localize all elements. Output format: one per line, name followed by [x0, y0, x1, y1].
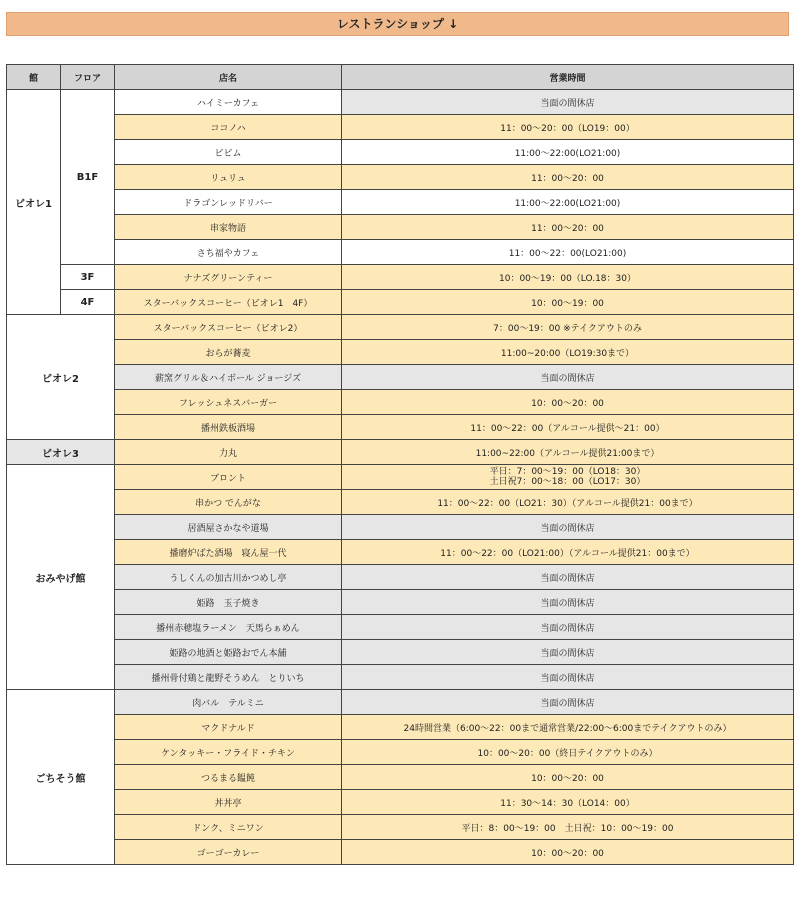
table-row [7, 215, 794, 240]
table-row [7, 790, 794, 815]
shop-hours: 10：00～20：00 [342, 840, 794, 865]
shop-name: ケンタッキー・フライド・チキン [115, 740, 342, 765]
shop-hours: 10：00～19：00（LO.18：30） [342, 265, 794, 290]
shop-name: 姫路の地酒と姫路おでん本舗 [115, 640, 342, 665]
shop-hours: 11：00～20：00 [342, 215, 794, 240]
shop-name: スターバックスコーヒー（ビオレ2） [115, 315, 342, 340]
shop-hours: 11：00～20：00（LO19：00） [342, 115, 794, 140]
floor-cell-b1f: B1F [61, 90, 115, 265]
floor-cell-3f: 3F [61, 265, 115, 290]
shop-hours: 11:00～22:00(LO21:00) [342, 190, 794, 215]
header-building: 館 [7, 65, 61, 90]
shop-name: 肉バル テルミニ [115, 690, 342, 715]
shop-name: さち福やカフェ [115, 240, 342, 265]
table-row [7, 415, 794, 440]
table-row [7, 640, 794, 665]
shop-hours: 当面の間休店 [342, 565, 794, 590]
shop-name: 播州骨付鶏と龍野そうめん とりいち [115, 665, 342, 690]
shop-hours: 当面の間休店 [342, 690, 794, 715]
table-row [7, 815, 794, 840]
building-cell-vivre3: ビオレ3 [7, 440, 115, 465]
table-row [7, 590, 794, 615]
shop-hours: 10：00～20：00 [342, 765, 794, 790]
shop-name: ブロント [115, 465, 342, 490]
table-row [7, 90, 794, 115]
section-banner: レストランショップ ↓ [6, 12, 789, 36]
shop-name: フレッシュネスバーガー [115, 390, 342, 415]
shop-hours: 24時間営業（6:00～22：00まで通常営業/22:00～6:00までテイクアウトのみ） [342, 715, 794, 740]
shop-name: 姫路 玉子焼き [115, 590, 342, 615]
building-cell-gochisou: ごちそう館 [7, 690, 115, 865]
hours-weekday: 平日：7：00～19：00（LO18：30） [489, 467, 646, 477]
shop-name: ゴーゴーカレー [115, 840, 342, 865]
table-row [7, 290, 794, 315]
shop-hours: 11：00～22：00（LO21：30）（アルコール提供21：00まで） [342, 490, 794, 515]
building-cell-omiyage: おみやげ館 [7, 465, 115, 690]
shop-name: うしくんの加古川かつめし亭 [115, 565, 342, 590]
shop-hours: 11：00～20：00 [342, 165, 794, 190]
shop-name: 串かつ でんがな [115, 490, 342, 515]
table-row [7, 665, 794, 690]
building-cell-vivre2: ビオレ2 [7, 315, 115, 440]
table-row [7, 365, 794, 390]
shop-hours: 11:00~22:00（アルコール提供21:00まで） [342, 440, 794, 465]
shop-hours: 11：00～22：00(LO21:00) [342, 240, 794, 265]
table-row [7, 690, 794, 715]
shop-name: 播磨炉ばた酒場 寝ん屋一代 [115, 540, 342, 565]
shop-hours: 10：00～19：00 [342, 290, 794, 315]
shop-hours: 11：30～14：30（LO14：00） [342, 790, 794, 815]
shop-hours: 当面の間休店 [342, 90, 794, 115]
shop-name: マクドナルド [115, 715, 342, 740]
table-row [7, 615, 794, 640]
table-row [7, 340, 794, 365]
shop-name: ナナズグリーンティー [115, 265, 342, 290]
table-row [7, 140, 794, 165]
table-row [7, 115, 794, 140]
shop-hours: 11:00～22:00(LO21:00) [342, 140, 794, 165]
shop-hours: 7：00～19：00 ※テイクアウトのみ [342, 315, 794, 340]
shop-hours: 当面の間休店 [342, 615, 794, 640]
header-floor: フロア [61, 65, 115, 90]
shop-name: スターバックスコーヒー（ビオレ1 4F） [115, 290, 342, 315]
shop-hours: 11：00～22：00（アルコール提供～21：00） [342, 415, 794, 440]
table-row [7, 240, 794, 265]
table-row [7, 190, 794, 215]
shop-name: ドラゴンレッドリバー [115, 190, 342, 215]
table-row [7, 840, 794, 865]
table-row [7, 715, 794, 740]
shop-hours: 当面の間休店 [342, 590, 794, 615]
restaurant-table [6, 64, 794, 865]
shop-hours: 当面の間休店 [342, 365, 794, 390]
shop-hours: 10：00～20：00 [342, 390, 794, 415]
table-row [7, 515, 794, 540]
shop-name: 居酒屋さかなや道場 [115, 515, 342, 540]
table-row [7, 165, 794, 190]
shop-hours: 10：00～20：00（終日テイクアウトのみ） [342, 740, 794, 765]
building-cell-vivre1: ビオレ1 [7, 90, 61, 315]
table-row [7, 490, 794, 515]
table-row [7, 440, 794, 465]
hours-weekend: 土日祝7：00～18：00（LO17：30） [489, 477, 646, 487]
shop-name: ココノハ [115, 115, 342, 140]
table-row [7, 315, 794, 340]
shop-name: 播州赤穂塩ラーメン 天馬らぁめん [115, 615, 342, 640]
shop-name: ハイミーカフェ [115, 90, 342, 115]
shop-hours: 平日：8：00～19：00 土日祝：10：00～19：00 [342, 815, 794, 840]
table-row [7, 565, 794, 590]
table-row [7, 540, 794, 565]
header-shop-name: 店名 [115, 65, 342, 90]
table-row [7, 740, 794, 765]
table-row [7, 465, 794, 490]
shop-name: 薪窯グリル＆ハイボール ジョージズ [115, 365, 342, 390]
shop-hours: 11：00～22：00（LO21:00）（アルコール提供21：00まで） [342, 540, 794, 565]
shop-name: 力丸 [115, 440, 342, 465]
header-hours: 営業時間 [342, 65, 794, 90]
shop-name: 播州鉄板酒場 [115, 415, 342, 440]
floor-cell-4f: 4F [61, 290, 115, 315]
shop-name: おらが蕎麦 [115, 340, 342, 365]
shop-hours: 当面の間休店 [342, 665, 794, 690]
shop-name: ドンク、ミニワン [115, 815, 342, 840]
table-row [7, 265, 794, 290]
shop-name: リュリュ [115, 165, 342, 190]
shop-hours: 当面の間休店 [342, 640, 794, 665]
shop-hours: 当面の間休店 [342, 515, 794, 540]
shop-name: つるまる饂飩 [115, 765, 342, 790]
table-header-row [7, 65, 794, 90]
table-row [7, 390, 794, 415]
shop-name: ビビム [115, 140, 342, 165]
table-row [7, 765, 794, 790]
shop-hours: 11:00~20:00（LO19:30まで） [342, 340, 794, 365]
shop-name: 丼丼亭 [115, 790, 342, 815]
shop-hours [342, 465, 794, 490]
shop-name: 串家物語 [115, 215, 342, 240]
